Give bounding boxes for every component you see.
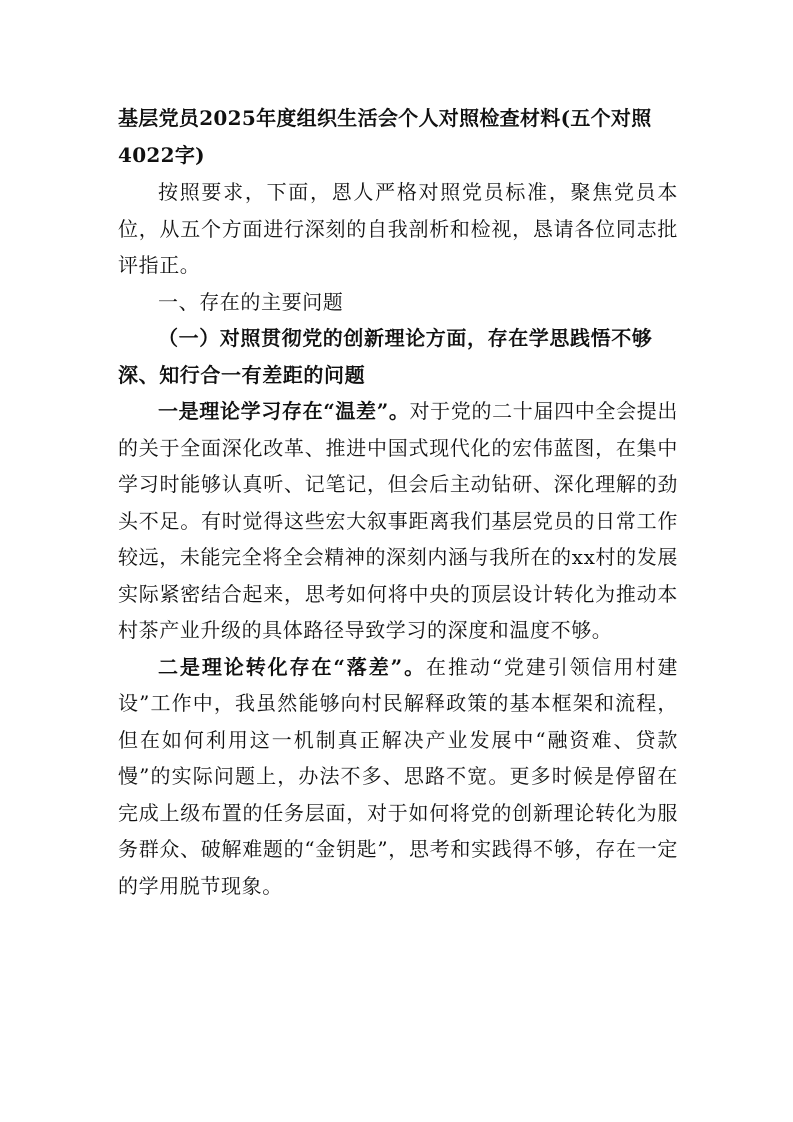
- point-2-body: 在推动“党建引领信用村建设”工作中，我虽然能够向村民解释政策的基本框架和流程，但在如何利用这一机制真正解决产业发展中“融资难、贷款慢”的实际问题上，办法不多、思路不宽。更多时候是停留在完成上级布置的任务层面，对于如何将党的创新理论转化为服务群众、破解难题的“金钥匙”，思考和实践得不够，存在一定的学用脱节现象。: [118, 654, 678, 898]
- section-heading: 一、存在的主要问题: [158, 289, 344, 314]
- point-2-lead: 二是理论转化存在“落差”。: [158, 654, 427, 679]
- document-title: 基层党员2025年度组织生活会个人对照检查材料(五个对照4022字): [118, 106, 652, 167]
- point-1-paragraph: [118, 393, 678, 649]
- point-2-paragraph: [118, 649, 678, 905]
- intro-paragraph: 按照要求，下面，恩人严格对照党员标准，聚焦党员本位，从五个方面进行深刻的自我剖析和检视，恳请各位同志批评指正。: [118, 180, 678, 277]
- document-body: [118, 100, 678, 904]
- subsection-heading: （一）对照贯彻党的创新理论方面，存在学思践悟不够深、知行合一有差距的问题: [118, 326, 653, 387]
- point-1-body: 对于党的二十届四中全会提出的关于全面深化改革、推进中国式现代化的宏伟蓝图，在集中学习时能够认真听、记笔记，但会后主动钻研、深化理解的劲头不足。有时觉得这些宏大叙事距离我们基层党员的日常工作较远，未能完全将全会精神的深刻内涵与我所在的xx村的发展实际紧密结合起来，思考如何将中央的顶层设计转化为推动本村茶产业升级的具体路径导致学习的深度和温度不够。: [118, 399, 678, 642]
- point-1-lead: 一是理论学习存在“温差”。: [158, 399, 410, 423]
